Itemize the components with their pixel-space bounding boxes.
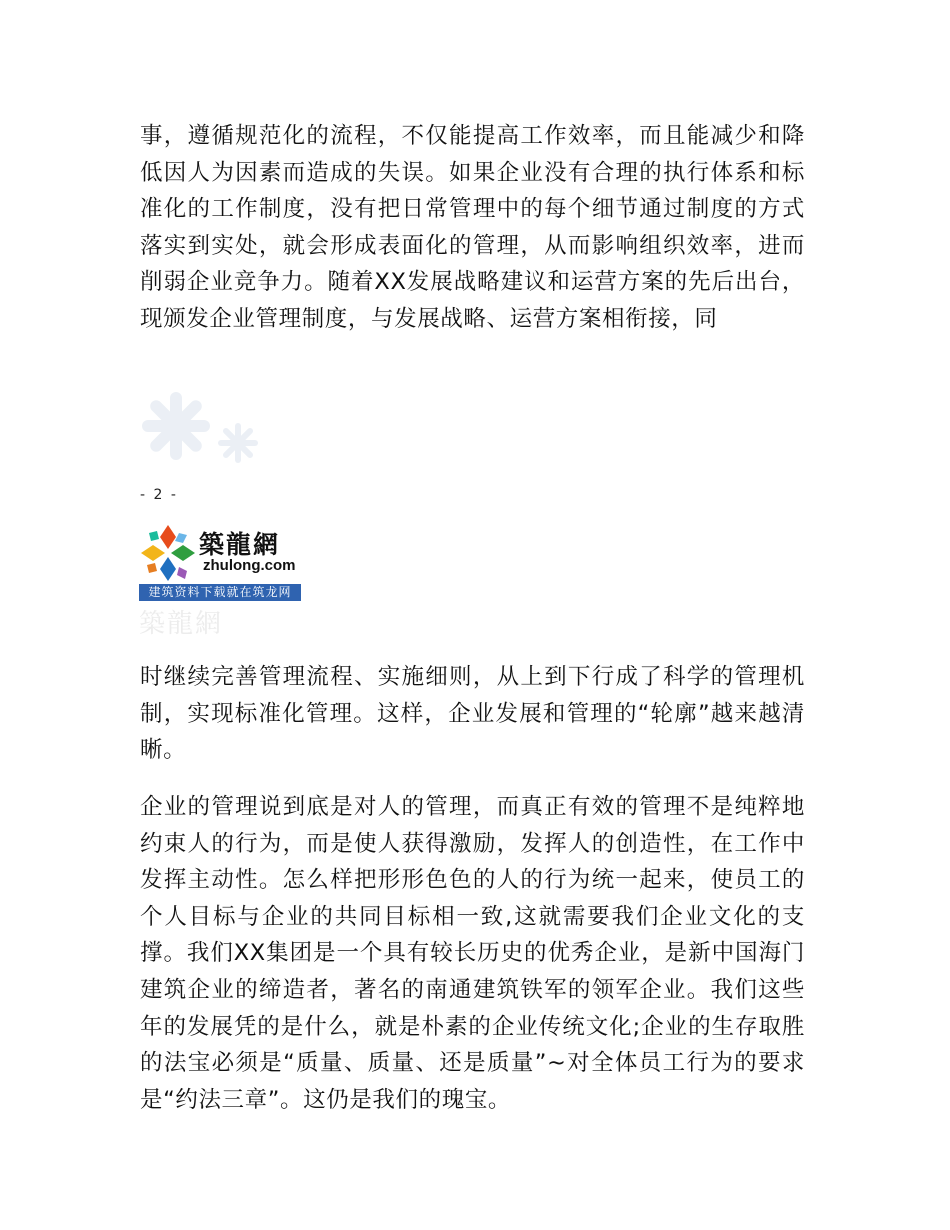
page-number: - 2 - (140, 487, 178, 503)
body-paragraph-3: 企业的管理说到底是对人的管理，而真正有效的管理不是纯粹地约束人的行为，而是使人获得激励，发挥人的创造性，在工作中发挥主动性。怎么样把形形色色的人的行为统一起来，使员工的个人目标与企业的共同目标相一致,这就需要我们企业文化的支撑。我们XX集团是一个具有较长历史的优秀企业，是新中国海门建筑企业的缔造者，著名的南通建筑铁军的领军企业。我们这些年的发展凭的是什么，就是朴素的企业传统文化;企业的生存取胜的法宝必须是“质量、质量、还是质量”~对全体员工行为的要求是“约法三章”。这仍是我们的瑰宝。 (140, 794, 805, 1113)
logo-slogan: 建筑资料下载就在筑龙网 (139, 584, 301, 601)
pinwheel-logo-icon (139, 523, 197, 583)
logo-name: 築龍網 (199, 530, 281, 559)
logo-reflection: 築龍網 (139, 609, 224, 635)
zhulong-logo[interactable] (139, 521, 301, 603)
logo-domain: zhulong.com (203, 557, 296, 574)
body-paragraph-2: 时继续完善管理流程、实施细则，从上到下行成了科学的管理机制，实现标准化管理。这样，企业发展和管理的“轮廓”越来越清晰。 (140, 664, 805, 764)
body-paragraph-1: 事，遵循规范化的流程，不仅能提高工作效率，而且能减少和降低因人为因素而造成的失误。如果企业没有合理的执行体系和标准化的工作制度，没有把日常管理中的每个细节通过制度的方式落实到实处，就会形成表面化的管理，从而影响组织效率，进而削弱企业竞争力。随着XX发展战略建议和运营方案的先后出台，现颁发企业管理制度，与发展战略、运营方案相衔接，同 (140, 123, 805, 332)
snowflake-watermark-icon (138, 388, 263, 468)
